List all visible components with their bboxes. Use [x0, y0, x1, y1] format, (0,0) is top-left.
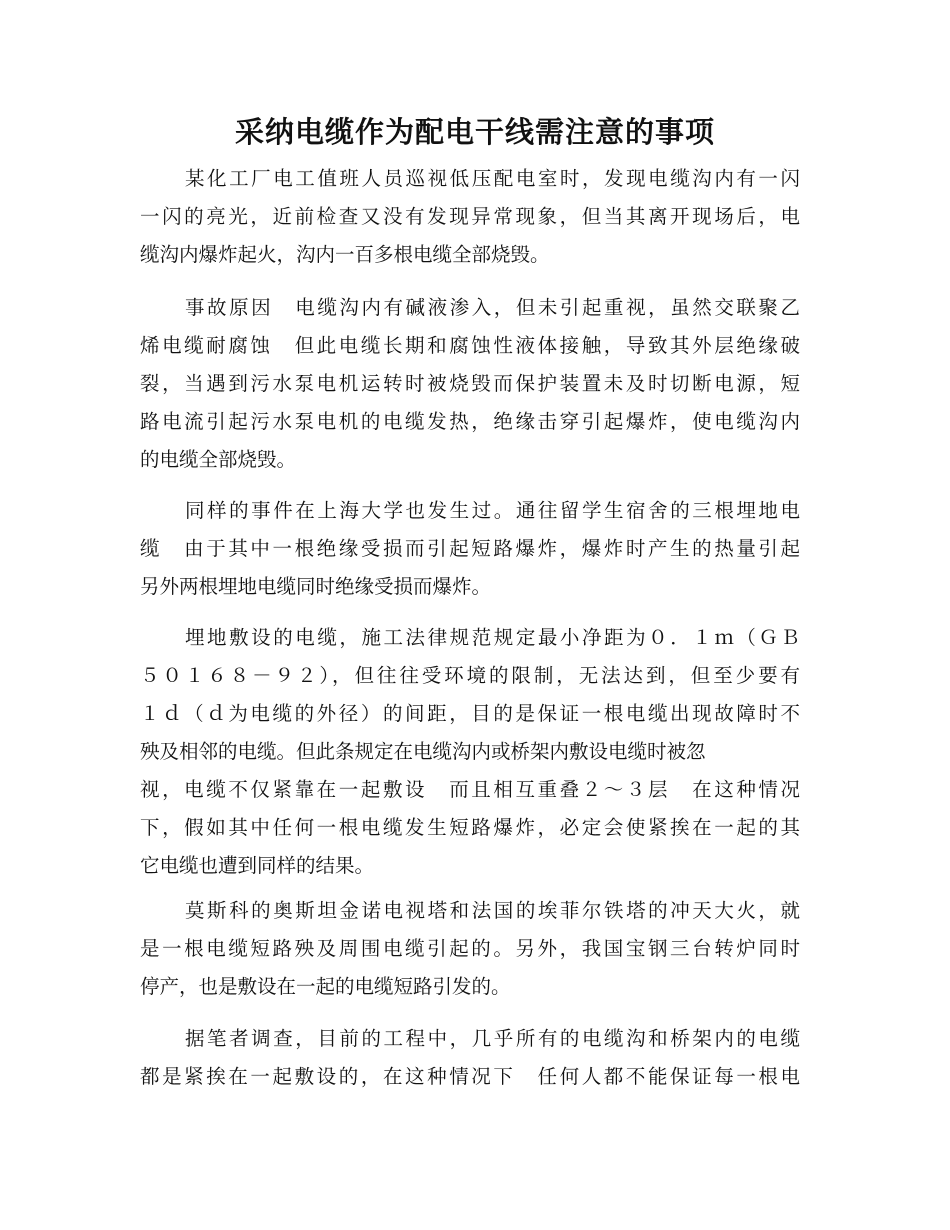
text-line: 事故原因 电缆沟内有碱液渗入，但未引起重视，虽然交联聚乙	[185, 296, 800, 319]
text-line: 某化工厂电工值班人员巡视低压配电室时，发现电缆沟内有一闪	[185, 167, 800, 190]
text-line: 停产，也是敷设在一起的电缆短路引发的。	[140, 975, 511, 998]
text-line: 的电缆全部烧毁。	[140, 448, 297, 471]
text-line: 缆沟内爆炸起火，沟内一百多根电缆全部烧毁。	[140, 243, 550, 266]
paragraph-2	[140, 289, 800, 479]
paragraph-6	[140, 1020, 800, 1096]
text-line: 殃及相邻的电缆。但此条规定在电缆沟内或桥架内敷设电缆时被忽	[140, 740, 706, 763]
text-line: 烯电缆耐腐蚀 但此电缆长期和腐蚀性液体接触，导致其外层绝缘破	[140, 334, 800, 357]
paragraph-4	[140, 619, 800, 885]
text-line: 同样的事件在上海大学也发生过。通往留学生宿舍的三根埋地电	[185, 499, 800, 522]
text-line: 据笔者调查，目前的工程中，几乎所有的电缆沟和桥架内的电缆	[185, 1027, 800, 1050]
paragraph-5	[140, 892, 800, 1006]
text-line: 另外两根埋地电缆同时绝缘受损而爆炸。	[140, 575, 492, 598]
paragraph-3	[140, 492, 800, 606]
document-title: 采纳电缆作为配电干线需注意的事项	[234, 115, 715, 149]
text-line: 视，电缆不仅紧靠在一起敷设 而且相互重叠２～３层 在这种情况	[140, 778, 800, 801]
text-line: ５０１６８－９２），但往往受环境的限制，无法达到，但至少要有	[140, 664, 800, 687]
text-line: 下，假如其中任何一根电缆发生短路爆炸，必定会使紧挨在一起的其	[140, 816, 800, 839]
text-line: 埋地敷设的电缆，施工法律规范规定最小净距为０．１ｍ（ＧＢ	[185, 626, 800, 649]
text-line: 缆 由于其中一根绝缘受损而引起短路爆炸，爆炸时产生的热量引起	[140, 537, 800, 560]
text-line: 是一根电缆短路殃及周围电缆引起的。另外，我国宝钢三台转炉同时	[140, 937, 800, 960]
text-line: 它电缆也遭到同样的结果。	[140, 854, 375, 877]
text-line: 路电流引起污水泵电机的电缆发热，绝缘击穿引起爆炸，使电缆沟内	[140, 410, 800, 433]
text-line: 一闪的亮光，近前检查又没有发现异常现象，但当其离开现场后，电	[140, 205, 800, 228]
paragraph-1	[140, 160, 800, 274]
text-line: 都是紧挨在一起敷设的，在这种情况下 任何人都不能保证每一根电	[140, 1065, 800, 1088]
text-line: 裂，当遇到污水泵电机运转时被烧毁而保护装置未及时切断电源，短	[140, 372, 800, 395]
text-line: １ｄ（ｄ为电缆的外径）的间距，目的是保证一根电缆出现故障时不	[140, 702, 800, 725]
text-line: 莫斯科的奥斯坦金诺电视塔和法国的埃菲尔铁塔的冲天大火，就	[185, 899, 800, 922]
